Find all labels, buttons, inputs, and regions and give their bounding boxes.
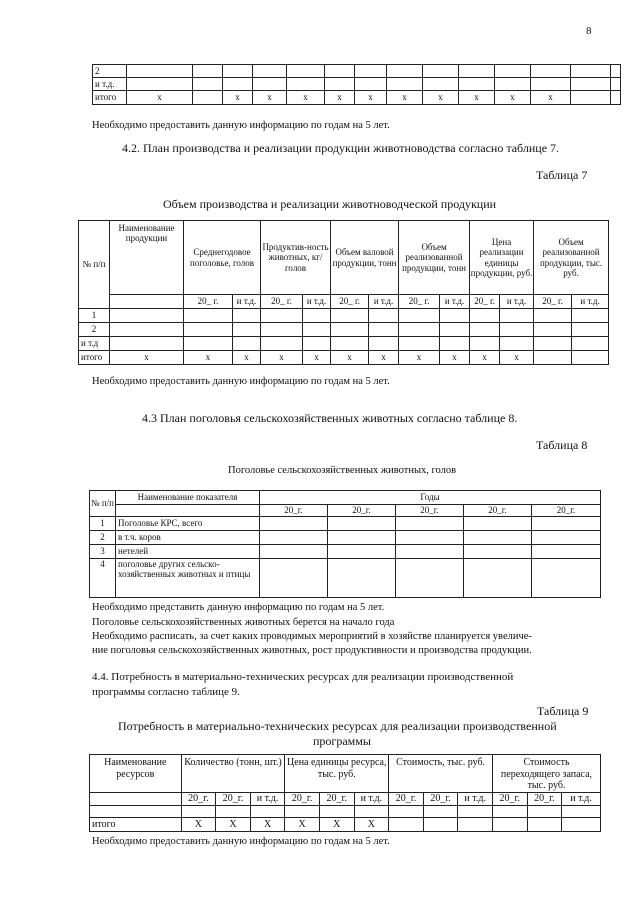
- note-4: Поголовье сельскохозяйственных животных берется на начало года: [92, 617, 395, 628]
- table9-title-b: программы: [313, 734, 371, 748]
- note-3: Необходимо представить данную информацию по годам на 5 лет.: [92, 602, 385, 613]
- col-name: Наименование показателя: [116, 491, 260, 505]
- table-row-total: итого X X X X X X: [90, 818, 601, 832]
- table8-title: Поголовье сельскохозяйственных животных, голов: [228, 465, 457, 476]
- col-price: Цена реализации единицы продукции, руб.: [470, 221, 534, 295]
- col-reserve: Стоимость переходящего запаса, тыс. руб.: [492, 755, 600, 793]
- col-cost: Стоимость, тыс. руб.: [389, 755, 493, 793]
- section-4-4b: программы согласно таблице 9.: [92, 686, 240, 698]
- col-name: Наименование продукции: [110, 221, 184, 295]
- section-4-3: 4.3 План поголовья сельскохозяйственных животных согласно таблице 8.: [142, 411, 518, 425]
- table-row: 1: [79, 309, 609, 323]
- table7-label: Таблица 7: [536, 168, 588, 182]
- table-row: 2: [93, 65, 621, 78]
- note-5a: Необходимо расписать, за счет каких проводимых мероприятий в хозяйстве планируется увеличе-: [92, 631, 532, 642]
- col-productivity: Продуктив-ность животных, кг/голов: [261, 221, 331, 295]
- table-row: 3 нетелей: [90, 545, 601, 559]
- col-qty: Количество (тонн, шт.): [181, 755, 285, 793]
- page-number: 8: [586, 25, 592, 37]
- col-name: Наименование ресурсов: [90, 755, 182, 793]
- col-years: Годы: [260, 491, 601, 505]
- col-avg-herd: Среднегодовое поголовье, голов: [184, 221, 261, 295]
- table7-title: Объем производства и реализации животноводческой продукции: [163, 197, 497, 211]
- col-sold-value: Объем реализованной продукции, тыс. руб.: [534, 221, 609, 295]
- col-num: № п/п: [90, 491, 116, 517]
- continued-table: [92, 64, 621, 105]
- table-9: Наименование ресурсов Количество (тонн, шт.) Цена единицы ресурса, тыс. руб. Стоимость, тыс. руб. Стоимость переходящего запаса, тыс. руб. 20_г. 20_г. и т.д. 20_г. 20_г. и т.д. 20_г. 20_г. и т.д. 20_г. 20_г. и т.д. итого X X X X X X: [89, 754, 601, 832]
- note-1: Необходимо предоставить данную информацию по годам на 5 лет.: [92, 120, 390, 131]
- col-sold: Объем реализованной продукции, тонн: [399, 221, 470, 295]
- table-row: 2 в т.ч. коров: [90, 531, 601, 545]
- table9-label: Таблица 9: [537, 704, 589, 718]
- note-2: Необходимо предоставить данную информацию по годам на 5 лет.: [92, 376, 390, 387]
- section-4-2: 4.2. План производства и реализации продукции животноводства согласно таблице 7.: [122, 141, 560, 155]
- table-row: 2: [79, 323, 609, 337]
- note-6: Необходимо предоставить данную информацию по годам на 5 лет.: [92, 836, 390, 847]
- section-4-4a: 4.4. Потребность в материально-технических ресурсах для реализации производственной: [92, 671, 514, 683]
- table-8: № п/п Наименование показателя Годы 20_г. 20_г. 20_г. 20_г. 20_г. 1 Поголовье КРС, всего 2 в т.ч. коров 3 нетелей 4 поголовье других сельско-хозяйственных животных и птицы: [89, 490, 601, 598]
- note-5b: ние поголовья сельскохозяйственных животных, рост продуктивности и производства продукции.: [92, 645, 532, 656]
- table-row: и т.д: [79, 337, 609, 351]
- table-row: [90, 806, 601, 818]
- table-row: и т.д.: [93, 78, 621, 91]
- table9-title-a: Потребность в материально-технических ресурсах для реализации производственной: [118, 719, 557, 733]
- table8-label: Таблица 8: [536, 438, 588, 452]
- col-gross: Объем валовой продукции, тонн: [331, 221, 399, 295]
- table-row-total: итого х х х х х х х х х х х: [93, 91, 621, 105]
- table-row: 4 поголовье других сельско-хозяйственных животных и птицы: [90, 559, 601, 598]
- table-row-total: итого х х х х х х х х х х х: [79, 351, 609, 365]
- table-7: № п/п Наименование продукции Среднегодовое поголовье, голов Продуктив-ность животных, кг/голов Объем валовой продукции, тонн Объем реализованной продукции, тонн Цена реализации единицы продукции, руб. Объем реализованной продукции, тыс. руб. 20_ г. и т.д. 20_ г. и т.д. 20_ г. и т.д. 20_ г. и т.д. 20_ г. и т.д. 20_ г. и т.д. 1 2 и т.д итого х х х х х х х х х х х: [78, 220, 609, 365]
- col-price: Цена единицы ресурса, тыс. руб.: [285, 755, 389, 793]
- col-num: № п/п: [79, 221, 110, 309]
- table-row: 1 Поголовье КРС, всего: [90, 517, 601, 531]
